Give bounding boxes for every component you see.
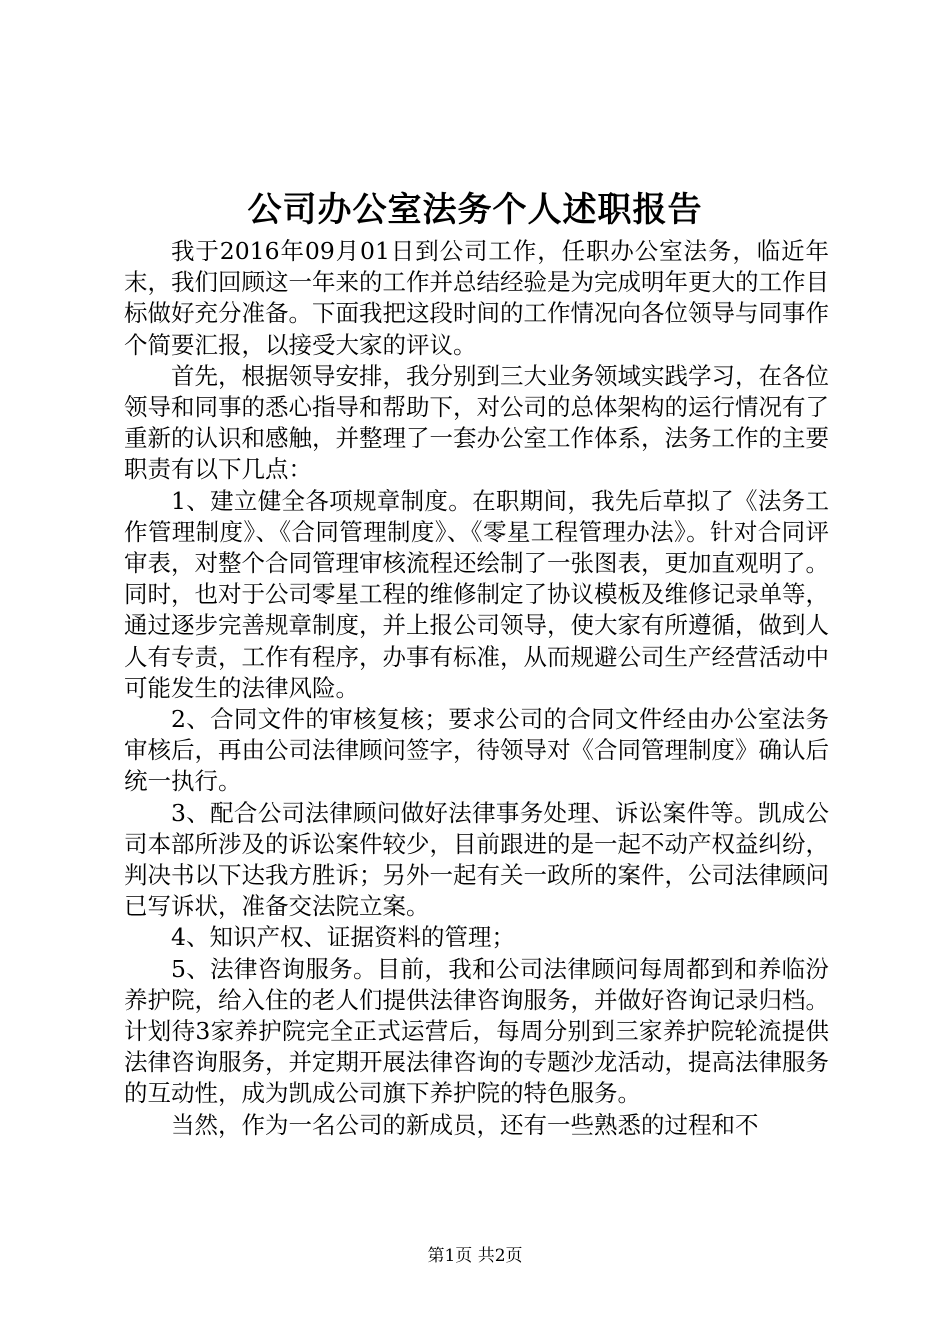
page-footer: 第1页 共2页	[427, 1246, 523, 1266]
paragraph-intro: 我于2016年09月01日到公司工作，任职办公室法务，临近年末，我们回顾这一年来的工作并总结经验是为完成明年更大的工作目标做好充分准备。下面我把这段时间的工作情况向各位领导与同事作个简要汇报，以接受大家的评议。	[124, 237, 829, 359]
paragraph-item-5: 5、法律咨询服务。目前，我和公司法律顾问每周都到和养临汾养护院，给入住的老人们提供法律咨询服务，并做好咨询记录归档。计划待3家养护院完全正式运营后，每周分别到三家养护院轮流提供法律咨询服务，并定期开展法律咨询的专题沙龙活动，提高法律服务的互动性，成为凯成公司旗下养护院的特色服务。	[124, 954, 829, 1108]
document-title: 公司办公室法务个人述职报告	[247, 190, 703, 230]
paragraph-item-4: 4、知识产权、证据资料的管理；	[171, 923, 515, 952]
paragraph-item-2: 2、合同文件的审核复核；要求公司的合同文件经由办公室法务审核后，再由公司法律顾问签字，待领导对《合同管理制度》确认后统一执行。	[124, 705, 829, 796]
paragraph-closing: 当然，作为一名公司的新成员，还有一些熟悉的过程和不	[171, 1110, 759, 1139]
document-body	[124, 236, 829, 1141]
paragraph-item-1: 1、建立健全各项规章制度。在职期间，我先后草拟了《法务工作管理制度》、《合同管理制度》、《零星工程管理办法》。针对合同评审表，对整个合同管理审核流程还绘制了一张图表，更加直观明了。同时，也对于公司零星工程的维修制定了协议模板及维修记录单等，通过逐步完善规章制度，并上报公司领导，使大家有所遵循，做到人人有专责，工作有程序，办事有标准，从而规避公司生产经营活动中可能发生的法律风险。	[124, 486, 829, 702]
paragraph-first: 首先，根据领导安排，我分别到三大业务领域实践学习，在各位领导和同事的悉心指导和帮助下，对公司的总体架构的运行情况有了重新的认识和感触，并整理了一套办公室工作体系，法务工作的主要职责有以下几点：	[124, 361, 829, 484]
paragraph-item-3: 3、配合公司法律顾问做好法律事务处理、诉讼案件等。凯成公司本部所涉及的诉讼案件较少，目前跟进的是一起不动产权益纠纷，判决书以下达我方胜诉；另外一起有关一政所的案件，公司法律顾问已写诉状，准备交法院立案。	[124, 798, 829, 921]
